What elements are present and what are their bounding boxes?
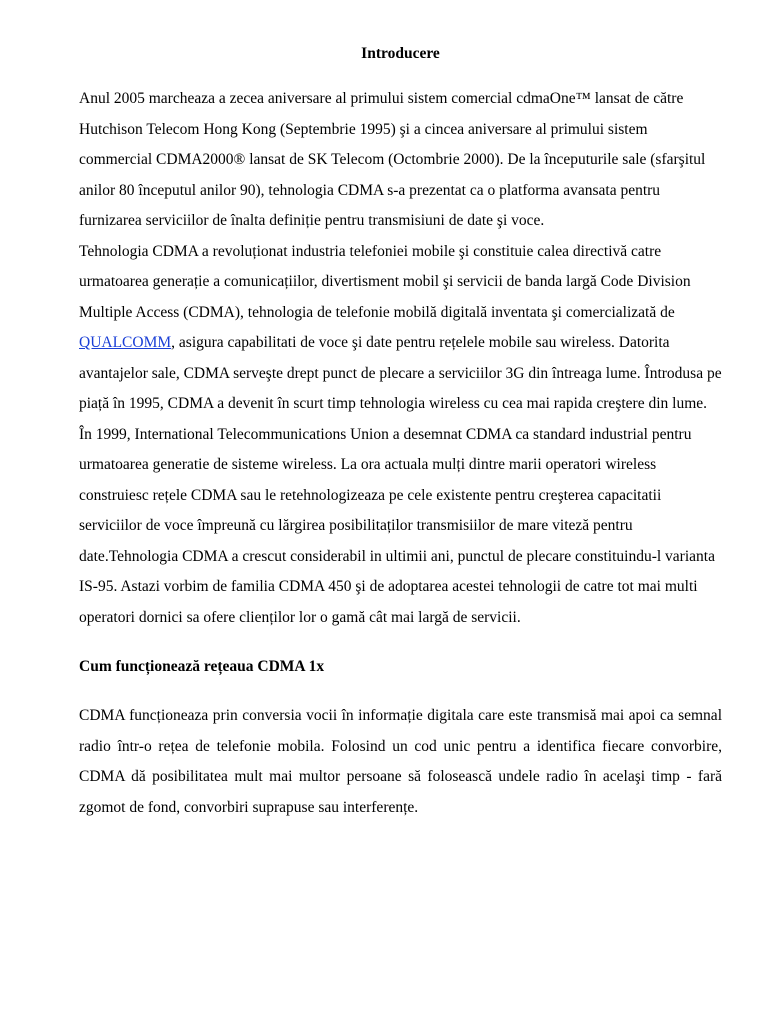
section-heading: Cum funcționează rețeaua CDMA 1x [79,658,325,675]
how-it-works-paragraph: CDMA funcționeaza prin conversia vocii în informație digitala care este transmisă mai apoi ca semnal radio într-o rețea de telefonie mobila. Folosind un cod unic pentru a identifica fiecare convorbire, CDMA dă posibilitatea mult mai multor persoane să folosească undele radio în acelaşi timp - fară zgomot de fond, convorbiri suprapuse sau interferențe. [79,707,722,816]
qualcomm-link[interactable]: QUALCOMM [79,334,172,351]
cdma-paragraph-text-start: Tehnologia CDMA a revoluționat industria telefoniei mobile şi constituie calea directivă catre urmatoarea generație a comunicațiilor, divertisment mobil şi servicii de banda largă Code Division Multiple Access (CDMA), tehnologia de telefonie mobilă digitală inventata şi comercializată de [79,242,691,321]
page-title: Introducere [361,45,440,62]
cdma-paragraph-text-end: , asigura capabilitati de voce şi date pentru rețelele mobile sau wireless. Datorita avantajelor sale, CDMA serveşte drept punct de plecare a serviciilor 3G din întreaga lume. Întrodusa pe piață în 1995, CDMA a devenit în scurt timp tehnologia wireless cu cea mai rapida creştere din lume. În 1999, International Telecommunications Union a desemnat CDMA ca standard industrial pentru urmatoarea generatie de sisteme wireless. La ora actuala mulți dintre marii operatori wireless construiesc rețele CDMA sau le retehnologizeaza pe cele existente pentru creşterea capacitatii serviciilor de voce împreună cu lărgirea posibilitaților transmisiilor de mare viteză pentru date.Tehnologia CDMA a crescut considerabil in ultimii ani, punctul de plecare constituindu-l varianta IS-95. Astazi vorbim de familia CDMA 450 şi de adoptarea acestei tehnologii de catre tot mai multi operatori dornici sa ofere clienților lor o gamă cât mai largă de servicii. [79,334,722,626]
cdma-paragraph [79,237,722,634]
intro-paragraph: Anul 2005 marcheaza a zecea aniversare al primului sistem comercial cdmaOne™ lansat de către Hutchison Telecom Hong Kong (Septembrie 1995) şi a cincea aniversare al primului sistem commercial CDMA2000® lansat de SK Telecom (Octombrie 2000). De la începuturile sale (sfarşitul anilor 80 începutul anilor 90), tehnologia CDMA s-a prezentat ca o platforma avansata pentru furnizarea serviciilor de înalta definiție pentru transmisiuni de date şi voce. [79,90,706,229]
